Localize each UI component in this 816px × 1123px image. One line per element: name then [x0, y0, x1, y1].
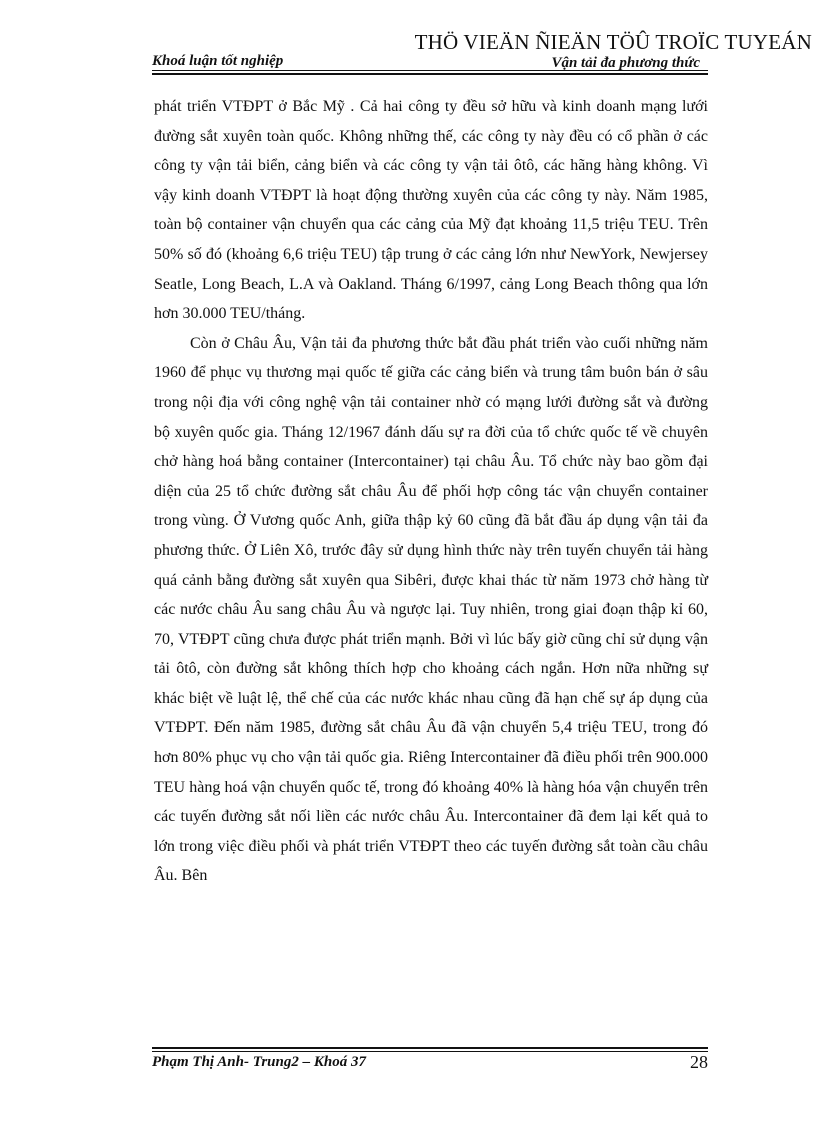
page-header: [152, 52, 708, 70]
footer-rule-thin: [152, 1051, 708, 1052]
page-number: 28: [690, 1052, 708, 1072]
page-footer: [152, 1054, 708, 1076]
watermark-text: THÖ VIEÄN ÑIEÄN TÖÛ TROÏC TUYEÁN: [414, 30, 812, 54]
header-rule-thick: [152, 73, 708, 75]
header-rule-thin: [152, 70, 708, 71]
footer-rule-thick: [152, 1047, 708, 1049]
paragraph: Còn ở Châu Âu, Vận tải đa phương thức bắt đầu phát triển vào cuối những năm 1960 để phục vụ thương mại quốc tế giữa các cảng biển và trung tâm buôn bán ở sâu trong nội địa với công nghệ vận tải container nhờ có mạng lưới đường sắt và đường bộ xuyên quốc gia. Tháng 12/1967 đánh dấu sự ra đời của tổ chức quốc tế về chuyên chở hàng hoá bằng container (Intercontainer) tại châu Âu. Tổ chức này bao gồm đại diện của 25 tổ chức đường sắt châu Âu để phối hợp công tác vận chuyển container trong vùng. Ở Vương quốc Anh, giữa thập kỷ 60 cũng đã bắt đầu áp dụng vận tải đa phương thức. Ở Liên Xô, trước đây sử dụng hình thức này trên tuyến chuyển tải hàng quá cảnh bằng đường sắt xuyên qua Sibêri, được khai thác từ năm 1973 chở hàng từ các nước châu Âu sang châu Âu và ngược lại. Tuy nhiên, trong giai đoạn thập kỉ 60, 70, VTĐPT cũng chưa được phát triển mạnh. Bởi vì lúc bấy giờ cũng chỉ sử dụng vận tải ôtô, còn đường sắt không thích hợp cho khoảng cách ngắn. Hơn nữa những sự khác biệt về luật lệ, thể chế của các nước khác nhau cũng đã hạn chế sự áp dụng của VTĐPT. Đến năm 1985, đường sắt châu Âu đã vận chuyển 5,4 triệu TEU, trong đó hơn 80% phục vụ cho vận tải quốc gia. Riêng Intercontainer đã điều phối trên 900.000 TEU hàng hoá vận chuyển quốc tế, trong đó khoảng 40% là hàng hóa vận chuyển trên các tuyến đường sắt nối liền các nước châu Âu. Intercontainer đã đem lại kết quả to lớn trong việc điều phối và phát triển VTĐPT theo các tuyến đường sắt toàn cầu châu Âu. Bên: [154, 334, 708, 885]
header-right-title: Vận tải đa phương thức: [551, 55, 700, 71]
header-left-title: Khoá luận tốt nghiệp: [152, 53, 284, 69]
paragraph: phát triển VTĐPT ở Bắc Mỹ . Cả hai công ty đều sở hữu và kinh doanh mạng lưới đường sắt xuyên toàn quốc. Không những thế, các công ty này đều có cổ phần ở các công ty vận tải biển, cảng biển và các công ty vận tải ôtô, các hãng hàng không. Vì vậy kinh doanh VTĐPT là hoạt động thường xuyên của các công ty này. Năm 1985, toàn bộ container vận chuyển qua các cảng của Mỹ đạt khoảng 11,5 triệu TEU. Trên 50% số đó (khoảng 6,6 triệu TEU) tập trung ở các cảng lớn như NewYork, Newjersey Seatle, Long Beach, L.A và Oakland. Tháng 6/1997, cảng Long Beach thông qua lớn hơn 30.000 TEU/tháng.: [154, 98, 708, 323]
document-body: [154, 92, 708, 891]
footer-author: Phạm Thị Anh- Trung2 – Khoá 37: [152, 1054, 366, 1070]
